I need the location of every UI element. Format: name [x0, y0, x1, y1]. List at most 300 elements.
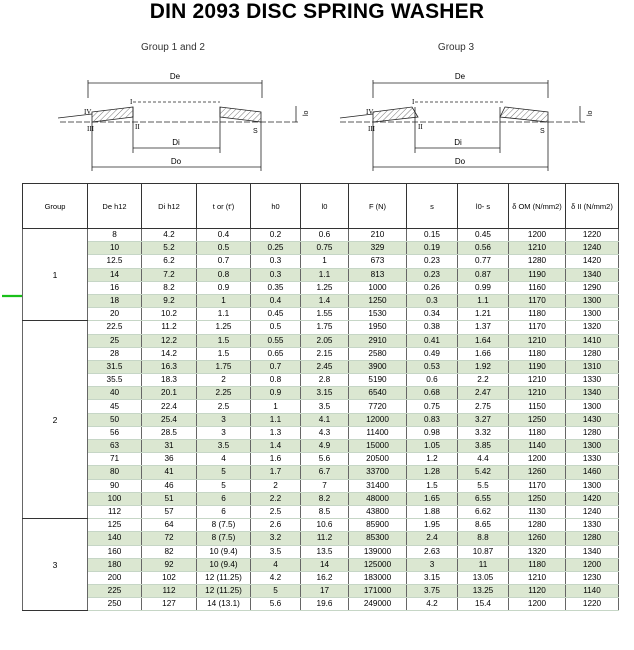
- cell-l0: 19.6: [301, 598, 349, 611]
- header-f: F (N): [349, 184, 407, 229]
- cell-l0-s: 3.32: [458, 426, 509, 439]
- cell-t: 12 (11.25): [197, 585, 251, 598]
- cell-di: 51: [142, 492, 197, 505]
- cell-di: 4.2: [142, 229, 197, 242]
- cell-delta-om: 1210: [509, 571, 566, 584]
- cell-l0: 5.6: [301, 453, 349, 466]
- cell-di: 102: [142, 571, 197, 584]
- table-row: [23, 255, 619, 268]
- cell-t: 1.1: [197, 308, 251, 321]
- cell-delta-om: 1180: [509, 308, 566, 321]
- table-row: [23, 453, 619, 466]
- cell-delta-om: 1250: [509, 492, 566, 505]
- cell-l0-s: 13.25: [458, 585, 509, 598]
- cell-s: 0.38: [407, 321, 458, 334]
- cell-delta-ii: 1230: [566, 571, 619, 584]
- cell-s: 0.83: [407, 413, 458, 426]
- cell-delta-ii: 1300: [566, 294, 619, 307]
- cell-h0: 0.3: [251, 268, 301, 281]
- cell-s: 0.34: [407, 308, 458, 321]
- cell-l0-s: 3.85: [458, 440, 509, 453]
- cell-l0-s: 0.45: [458, 229, 509, 242]
- header-de: De h12: [88, 184, 142, 229]
- cell-delta-om: 1280: [509, 255, 566, 268]
- cell-delta-om: 1170: [509, 294, 566, 307]
- cell-l0: 2.8: [301, 374, 349, 387]
- cell-delta-om: 1210: [509, 242, 566, 255]
- cell-di: 14.2: [142, 347, 197, 360]
- header-di: Di h12: [142, 184, 197, 229]
- lo-label: lo: [303, 110, 310, 116]
- cell-l0-s: 8.65: [458, 519, 509, 532]
- cell-delta-ii: 1330: [566, 453, 619, 466]
- cell-di: 10.2: [142, 308, 197, 321]
- cell-di: 82: [142, 545, 197, 558]
- cell-l0-s: 11: [458, 558, 509, 571]
- cell-s: 1.2: [407, 453, 458, 466]
- di-label: Di: [172, 138, 180, 147]
- s-label: S: [253, 128, 258, 135]
- cell-di: 22.4: [142, 400, 197, 413]
- cell-s: 3: [407, 558, 458, 571]
- cell-delta-ii: 1140: [566, 585, 619, 598]
- cell-l0-s: 3.27: [458, 413, 509, 426]
- cell-h0: 2.2: [251, 492, 301, 505]
- cell-h0: 3.5: [251, 545, 301, 558]
- cell-t: 5: [197, 479, 251, 492]
- cell-s: 1.65: [407, 492, 458, 505]
- cell-l0: 17: [301, 585, 349, 598]
- cell-l0-s: 1.64: [458, 334, 509, 347]
- cell-de: 28: [88, 347, 142, 360]
- table-row: [23, 505, 619, 518]
- group-label: 2: [23, 321, 88, 519]
- cell-di: 46: [142, 479, 197, 492]
- cell-de: 160: [88, 545, 142, 558]
- cell-di: 5.2: [142, 242, 197, 255]
- cell-f: 1250: [349, 294, 407, 307]
- table-row: [23, 558, 619, 571]
- cell-di: 72: [142, 532, 197, 545]
- cell-delta-om: 1190: [509, 360, 566, 373]
- table-row: [23, 519, 619, 532]
- cell-de: 140: [88, 532, 142, 545]
- right-caption: Group 3: [437, 42, 475, 53]
- cell-t: 2: [197, 374, 251, 387]
- table-row: [23, 334, 619, 347]
- cell-l0: 6.7: [301, 466, 349, 479]
- cell-h0: 0.5: [251, 321, 301, 334]
- cell-delta-om: 1320: [509, 545, 566, 558]
- cell-de: 20: [88, 308, 142, 321]
- spring-washer-table: [22, 183, 619, 611]
- cell-delta-om: 1200: [509, 598, 566, 611]
- cell-de: 125: [88, 519, 142, 532]
- cell-t: 1.25: [197, 321, 251, 334]
- cell-h0: 4: [251, 558, 301, 571]
- cell-delta-ii: 1300: [566, 400, 619, 413]
- cell-h0: 0.8: [251, 374, 301, 387]
- cell-di: 57: [142, 505, 197, 518]
- cell-di: 18.3: [142, 374, 197, 387]
- cell-de: 71: [88, 453, 142, 466]
- cell-l0: 13.5: [301, 545, 349, 558]
- cell-de: 25: [88, 334, 142, 347]
- iii-label-right: III: [368, 125, 375, 133]
- cell-de: 50: [88, 413, 142, 426]
- cell-delta-ii: 1330: [566, 374, 619, 387]
- i-label-right: I: [412, 98, 415, 106]
- cell-f: 1530: [349, 308, 407, 321]
- group-label: 1: [23, 229, 88, 321]
- cell-l0: 2.15: [301, 347, 349, 360]
- cell-de: 90: [88, 479, 142, 492]
- cell-l0-s: 5.5: [458, 479, 509, 492]
- cell-l0: 7: [301, 479, 349, 492]
- table-row: [23, 585, 619, 598]
- cell-de: 100: [88, 492, 142, 505]
- cell-l0: 14: [301, 558, 349, 571]
- cell-di: 28.5: [142, 426, 197, 439]
- cell-de: 200: [88, 571, 142, 584]
- cell-l0-s: 0.56: [458, 242, 509, 255]
- cell-t: 14 (13.1): [197, 598, 251, 611]
- cell-delta-ii: 1320: [566, 321, 619, 334]
- cell-t: 1.75: [197, 360, 251, 373]
- cell-f: 85900: [349, 519, 407, 532]
- table-row: [23, 294, 619, 307]
- cell-f: 139000: [349, 545, 407, 558]
- left-caption: Group 1 and 2: [141, 42, 205, 53]
- cell-h0: 0.2: [251, 229, 301, 242]
- cell-f: 2580: [349, 347, 407, 360]
- cell-delta-om: 1150: [509, 400, 566, 413]
- do-label: Do: [170, 157, 182, 166]
- cell-f: 125000: [349, 558, 407, 571]
- cell-de: 80: [88, 466, 142, 479]
- cell-l0: 1.4: [301, 294, 349, 307]
- cell-f: 329: [349, 242, 407, 255]
- header-l0-s: l0- s: [458, 184, 509, 229]
- cell-s: 0.19: [407, 242, 458, 255]
- cell-l0-s: 1.37: [458, 321, 509, 334]
- cell-de: 18: [88, 294, 142, 307]
- cell-l0: 10.6: [301, 519, 349, 532]
- cell-h0: 0.65: [251, 347, 301, 360]
- cell-delta-ii: 1420: [566, 492, 619, 505]
- table-row: [23, 281, 619, 294]
- cell-l0: 8.2: [301, 492, 349, 505]
- table-row: [23, 374, 619, 387]
- cell-t: 3.5: [197, 440, 251, 453]
- cell-l0: 1.1: [301, 268, 349, 281]
- cell-h0: 1.3: [251, 426, 301, 439]
- cell-delta-ii: 1310: [566, 360, 619, 373]
- cell-h0: 2: [251, 479, 301, 492]
- table-row: [23, 268, 619, 281]
- table-row: [23, 545, 619, 558]
- cell-s: 0.53: [407, 360, 458, 373]
- cell-l0-s: 2.2: [458, 374, 509, 387]
- cell-de: 250: [88, 598, 142, 611]
- cell-delta-om: 1160: [509, 281, 566, 294]
- cell-de: 31.5: [88, 360, 142, 373]
- cell-delta-om: 1210: [509, 374, 566, 387]
- do-label-right: Do: [454, 157, 466, 166]
- cell-s: 0.68: [407, 387, 458, 400]
- page-title: DIN 2093 DISC SPRING WASHER: [149, 0, 485, 23]
- cell-f: 1950: [349, 321, 407, 334]
- cell-l0: 3.5: [301, 400, 349, 413]
- table-row: [23, 242, 619, 255]
- cell-delta-ii: 1280: [566, 347, 619, 360]
- cell-s: 0.15: [407, 229, 458, 242]
- cell-de: 40: [88, 387, 142, 400]
- cell-f: 3900: [349, 360, 407, 373]
- cell-delta-ii: 1240: [566, 505, 619, 518]
- cell-h0: 0.3: [251, 255, 301, 268]
- cell-s: 0.26: [407, 281, 458, 294]
- cell-f: 31400: [349, 479, 407, 492]
- cell-delta-ii: 1460: [566, 466, 619, 479]
- i-label: I: [130, 98, 133, 106]
- cell-di: 11.2: [142, 321, 197, 334]
- cell-de: 10: [88, 242, 142, 255]
- cell-t: 2.5: [197, 400, 251, 413]
- cell-f: 85300: [349, 532, 407, 545]
- cell-h0: 1.6: [251, 453, 301, 466]
- ii-label-right: II: [418, 123, 423, 131]
- table-row: [23, 571, 619, 584]
- cell-de: 22.5: [88, 321, 142, 334]
- cell-t: 8 (7.5): [197, 532, 251, 545]
- cell-de: 56: [88, 426, 142, 439]
- cell-de: 180: [88, 558, 142, 571]
- cell-f: 1000: [349, 281, 407, 294]
- cell-s: 1.5: [407, 479, 458, 492]
- cell-h0: 1.4: [251, 440, 301, 453]
- cell-s: 0.23: [407, 255, 458, 268]
- header-s: s: [407, 184, 458, 229]
- cell-di: 8.2: [142, 281, 197, 294]
- header-h0: h0: [251, 184, 301, 229]
- cell-l0: 4.1: [301, 413, 349, 426]
- cell-t: 3: [197, 413, 251, 426]
- cell-s: 0.3: [407, 294, 458, 307]
- cell-l0: 0.6: [301, 229, 349, 242]
- cell-h0: 5.6: [251, 598, 301, 611]
- cell-f: 12000: [349, 413, 407, 426]
- cell-t: 10 (9.4): [197, 558, 251, 571]
- cell-delta-ii: 1340: [566, 268, 619, 281]
- cell-l0: 1.75: [301, 321, 349, 334]
- cell-de: 225: [88, 585, 142, 598]
- cell-f: 673: [349, 255, 407, 268]
- cell-l0: 8.5: [301, 505, 349, 518]
- cell-delta-ii: 1430: [566, 413, 619, 426]
- table-row: [23, 347, 619, 360]
- cell-f: 15000: [349, 440, 407, 453]
- cell-t: 0.7: [197, 255, 251, 268]
- cell-l0-s: 15.4: [458, 598, 509, 611]
- cell-delta-ii: 1280: [566, 426, 619, 439]
- cell-h0: 1.1: [251, 413, 301, 426]
- cell-di: 7.2: [142, 268, 197, 281]
- disc-spring-drawings: [0, 28, 634, 178]
- cell-s: 1.28: [407, 466, 458, 479]
- cell-delta-ii: 1240: [566, 242, 619, 255]
- cell-l0: 11.2: [301, 532, 349, 545]
- group-label: 3: [23, 519, 88, 611]
- cell-h0: 0.55: [251, 334, 301, 347]
- cell-l0-s: 1.92: [458, 360, 509, 373]
- cell-s: 1.88: [407, 505, 458, 518]
- cell-delta-om: 1280: [509, 519, 566, 532]
- cell-l0-s: 0.77: [458, 255, 509, 268]
- cell-f: 20500: [349, 453, 407, 466]
- cell-l0: 4.9: [301, 440, 349, 453]
- cell-delta-om: 1170: [509, 479, 566, 492]
- cell-h0: 2.5: [251, 505, 301, 518]
- header-delta-ii: δ II (N/mm2): [566, 184, 619, 229]
- cell-di: 41: [142, 466, 197, 479]
- cell-f: 43800: [349, 505, 407, 518]
- cell-delta-ii: 1290: [566, 281, 619, 294]
- cell-l0: 16.2: [301, 571, 349, 584]
- cell-l0-s: 1.66: [458, 347, 509, 360]
- cell-l0-s: 0.99: [458, 281, 509, 294]
- cell-l0: 4.3: [301, 426, 349, 439]
- cell-f: 5190: [349, 374, 407, 387]
- table-row: [23, 360, 619, 373]
- cell-h0: 3.2: [251, 532, 301, 545]
- cell-l0-s: 10.87: [458, 545, 509, 558]
- cell-f: 249000: [349, 598, 407, 611]
- table-row: [23, 308, 619, 321]
- cell-delta-om: 1170: [509, 321, 566, 334]
- cell-l0: 1.55: [301, 308, 349, 321]
- cell-delta-om: 1190: [509, 268, 566, 281]
- cell-t: 0.9: [197, 281, 251, 294]
- table-row: [23, 321, 619, 334]
- cell-l0-s: 5.42: [458, 466, 509, 479]
- cell-l0: 2.45: [301, 360, 349, 373]
- cell-di: 31: [142, 440, 197, 453]
- table-row: [23, 413, 619, 426]
- cell-t: 3: [197, 426, 251, 439]
- cell-s: 1.05: [407, 440, 458, 453]
- cell-t: 8 (7.5): [197, 519, 251, 532]
- de-label-right: De: [454, 72, 466, 81]
- table-row: [23, 440, 619, 453]
- table-row: [23, 479, 619, 492]
- cell-l0-s: 8.8: [458, 532, 509, 545]
- cell-de: 112: [88, 505, 142, 518]
- cell-s: 0.41: [407, 334, 458, 347]
- cell-delta-om: 1260: [509, 532, 566, 545]
- cell-delta-om: 1180: [509, 347, 566, 360]
- cell-delta-om: 1120: [509, 585, 566, 598]
- cell-delta-om: 1180: [509, 558, 566, 571]
- cell-delta-om: 1210: [509, 334, 566, 347]
- cell-l0: 1.25: [301, 281, 349, 294]
- table-row: [23, 492, 619, 505]
- cell-delta-ii: 1220: [566, 229, 619, 242]
- cell-delta-ii: 1280: [566, 532, 619, 545]
- cell-h0: 0.45: [251, 308, 301, 321]
- cell-t: 1.5: [197, 334, 251, 347]
- cell-delta-om: 1130: [509, 505, 566, 518]
- cell-s: 3.15: [407, 571, 458, 584]
- cell-di: 12.2: [142, 334, 197, 347]
- table-row: [23, 598, 619, 611]
- di-label-right: Di: [454, 138, 462, 147]
- cell-delta-ii: 1420: [566, 255, 619, 268]
- cell-f: 813: [349, 268, 407, 281]
- cell-s: 0.49: [407, 347, 458, 360]
- cell-s: 1.95: [407, 519, 458, 532]
- cell-l0-s: 2.47: [458, 387, 509, 400]
- cell-delta-ii: 1410: [566, 334, 619, 347]
- s-label-right: S: [540, 128, 545, 135]
- cell-delta-om: 1210: [509, 387, 566, 400]
- header-l0: l0: [301, 184, 349, 229]
- cell-delta-om: 1180: [509, 426, 566, 439]
- cell-s: 2.4: [407, 532, 458, 545]
- cell-de: 8: [88, 229, 142, 242]
- cell-delta-om: 1200: [509, 453, 566, 466]
- cell-de: 63: [88, 440, 142, 453]
- cell-t: 0.8: [197, 268, 251, 281]
- cell-di: 112: [142, 585, 197, 598]
- cell-f: 183000: [349, 571, 407, 584]
- cell-l0: 3.15: [301, 387, 349, 400]
- cell-f: 210: [349, 229, 407, 242]
- cell-delta-ii: 1220: [566, 598, 619, 611]
- cell-t: 0.5: [197, 242, 251, 255]
- cell-l0-s: 1.1: [458, 294, 509, 307]
- header-group: Group: [23, 184, 88, 229]
- iv-label-right: IV: [366, 108, 374, 116]
- cell-delta-ii: 1200: [566, 558, 619, 571]
- cell-s: 0.75: [407, 400, 458, 413]
- lo-label-right: lo: [587, 110, 594, 116]
- cell-t: 4: [197, 453, 251, 466]
- cell-l0: 1: [301, 255, 349, 268]
- cell-t: 1.5: [197, 347, 251, 360]
- iv-label: IV: [84, 108, 92, 116]
- cell-di: 9.2: [142, 294, 197, 307]
- cell-l0-s: 4.4: [458, 453, 509, 466]
- cell-f: 7720: [349, 400, 407, 413]
- cell-h0: 2.6: [251, 519, 301, 532]
- cell-di: 92: [142, 558, 197, 571]
- cell-l0-s: 6.62: [458, 505, 509, 518]
- cell-t: 6: [197, 492, 251, 505]
- cell-s: 0.6: [407, 374, 458, 387]
- cell-l0: 2.05: [301, 334, 349, 347]
- cell-delta-ii: 1300: [566, 479, 619, 492]
- cell-delta-om: 1260: [509, 466, 566, 479]
- table-row: [23, 400, 619, 413]
- table-header-row: [23, 184, 619, 229]
- header-t: t or (t'): [197, 184, 251, 229]
- cell-di: 16.3: [142, 360, 197, 373]
- cell-t: 5: [197, 466, 251, 479]
- cell-t: 6: [197, 505, 251, 518]
- cell-t: 12 (11.25): [197, 571, 251, 584]
- ii-label: II: [135, 123, 140, 131]
